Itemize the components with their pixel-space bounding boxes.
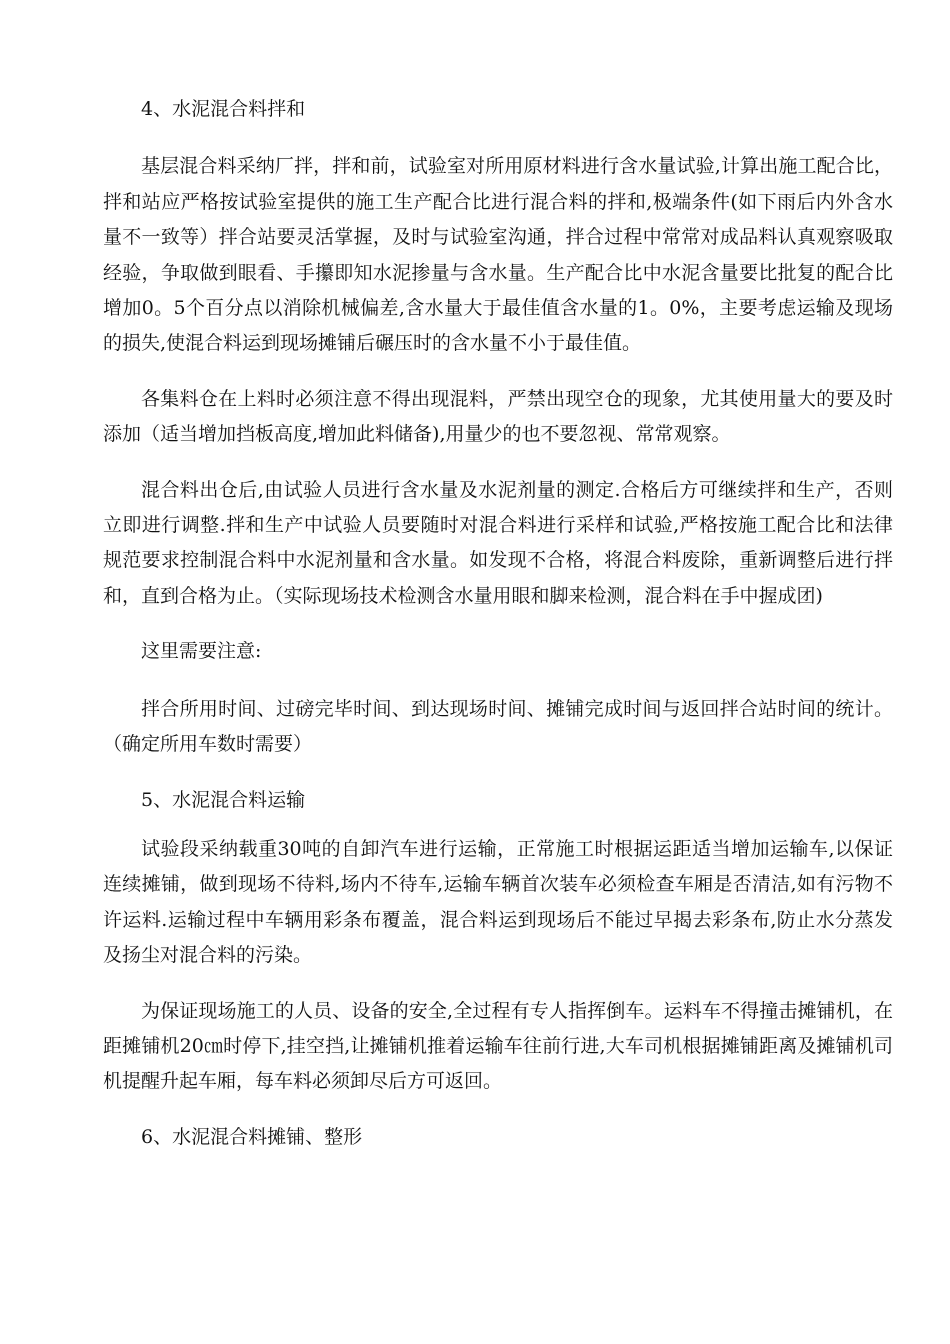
section-heading-4: 4、水泥混合料拌和 bbox=[141, 98, 306, 120]
paragraph-aggregate-bins: 各集料仓在上料时必须注意不得出现混料，严禁出现空仓的现象，尤其使用量大的要及时添加（适当增加挡板高度,增加此料储备),用量少的也不要忽视、常常观察。 bbox=[103, 387, 893, 446]
paragraph-quality-testing: 混合料出仓后,由试验人员进行含水量及水泥剂量的测定.合格后方可继续拌和生产，否则立即进行调整.拌和生产中试验人员要随时对混合料进行采样和试验,严格按施工配合比和法律规范要求控制混合料中水泥剂量和含水量。如发现不合格，将混合料废除，重新调整后进行拌和，直到合格为止。（实际现场技术检测含水量用眼和脚来检测，混合料在手中握成团) bbox=[103, 478, 893, 607]
paragraph-safety: 为保证现场施工的人员、设备的安全,全过程有专人指挥倒车。运料车不得撞击摊铺机，在距摊铺机20㎝时停下,挂空挡,让摊铺机推着运输车往前行进,大车司机根据摊铺距离及摊铺机司机提醒升起车厢，每车料必须卸尽后方可返回。 bbox=[103, 999, 893, 1093]
section-heading-6: 6、水泥混合料摊铺、整形 bbox=[141, 1125, 363, 1148]
paragraph-mixing-process: 基层混合料采纳厂拌，拌和前，试验室对所用原材料进行含水量试验,计算出施工配合比，拌和站应严格按试验室提供的施工生产配合比进行混合料的拌和,极端条件(如下雨后内外含水量不一致等）拌合站要灵活掌握，及时与试验室沟通，拌合过程中常常对成品料认真观察吸取经验，争取做到眼看、手攥即知水泥掺量与含水量。生产配合比中水泥含量要比批复的配合比增加0。5个百分点以消除机械偏差,含水量大于最佳值含水量的1。0%，主要考虑运输及现场的损失,使混合料运到现场摊铺后碾压时的含水量不小于最佳值。 bbox=[103, 155, 893, 355]
section-heading-5: 5、水泥混合料运输 bbox=[141, 788, 306, 811]
note-label: 这里需要注意: bbox=[141, 640, 262, 663]
document-body bbox=[103, 92, 893, 1175]
note-text: 拌合所用时间、过磅完毕时间、到达现场时间、摊铺完成时间与返回拌合站时间的统计。（确定所用车数时需要） bbox=[103, 697, 893, 756]
paragraph-transport: 试验段采纳载重30吨的自卸汽车进行运输，正常施工时根据运距适当增加运输车,以保证连续摊铺，做到现场不待料,场内不待车,运输车辆首次装车必须检查车厢是否清洁,如有污物不许运料.运输过程中车辆用彩条布覆盖，混合料运到现场后不能过早揭去彩条布,防止水分蒸发及扬尘对混合料的污染。 bbox=[103, 837, 893, 967]
